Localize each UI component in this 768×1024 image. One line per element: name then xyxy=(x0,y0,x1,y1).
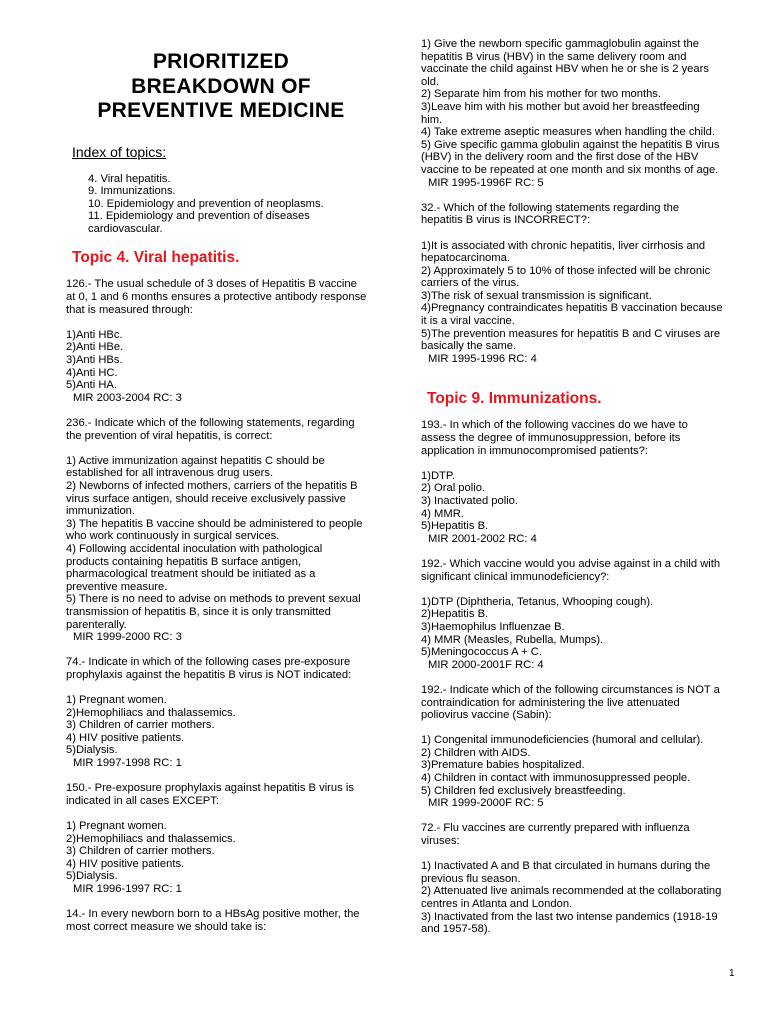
answer-option-line: 3)Premature babies hospitalized. xyxy=(421,759,585,772)
answer-option-line: 3) Children of carrier mothers. xyxy=(66,719,215,732)
question-stem-line: 32.- Which of the following statements regarding the xyxy=(421,201,680,214)
question-stem-line: hepatitis B virus is INCORRECT?: xyxy=(421,214,591,227)
answer-option-line: 5)Dialysis. xyxy=(66,744,118,757)
index-item: 11. Epidemiology and prevention of diseases xyxy=(88,210,310,223)
answer-option-line: 1)DTP. xyxy=(421,469,455,482)
title-line: PREVENTIVE MEDICINE xyxy=(97,99,345,122)
index-item: 9. Immunizations. xyxy=(88,185,176,198)
answer-option-line: 1)Anti HBc. xyxy=(66,328,123,341)
answer-option-line: 1)It is associated with chronic hepatitis, liver cirrhosis and xyxy=(421,239,706,252)
answer-option-line: 1) Congenital immunodeficiencies (humoral and cellular). xyxy=(421,734,704,747)
question-stem-line: 150.- Pre-exposure prophylaxis against hepatitis B virus is xyxy=(66,782,354,795)
answer-option-line: parenterally. xyxy=(66,618,127,631)
question xyxy=(66,417,376,644)
answer-option-line: 4)Anti HC. xyxy=(66,366,118,379)
answer-option-line: hepatitis B virus (HBV) in the same delivery room and xyxy=(421,50,687,63)
answer-option-line: 1) Inactivated A and B that circulated in humans during the xyxy=(421,860,711,873)
answer-option-line: 3)Leave him with his mother but avoid her breastfeeding xyxy=(421,100,700,113)
answer-option-line: centres in Atlanta and London. xyxy=(421,898,573,910)
answer-option-line: 5)The prevention measures for hepatitis B and C viruses are xyxy=(421,327,721,340)
answer-option-line: 2) Oral polio. xyxy=(421,482,486,495)
answer-option-line: basically the same. xyxy=(421,340,517,353)
spacer xyxy=(66,442,376,455)
document-title xyxy=(66,50,376,124)
spacer xyxy=(421,848,737,861)
question-stem-line: application in immunocompromised patients?: xyxy=(421,444,648,457)
answer-option-line: 3) Inactivated polio. xyxy=(421,495,519,507)
exam-reference: MIR 2003-2004 RC: 3 xyxy=(73,391,182,404)
title-line: BREAKDOWN OF xyxy=(131,74,311,98)
answer-option-line: 5) There is no need to advise on methods to prevent sexual xyxy=(66,593,361,606)
answer-option-line: virus surface antigen, should receive exclusively passive xyxy=(66,492,346,505)
answer-option-line: 4) MMR (Measles, Rubella, Mumps). xyxy=(421,633,604,646)
question xyxy=(421,38,737,189)
answer-option-line: 2) Separate him from his mother for two months. xyxy=(421,88,662,101)
index-heading xyxy=(72,144,376,160)
question xyxy=(66,656,376,769)
exam-reference: MIR 1999-2000 RC: 3 xyxy=(73,631,182,644)
spacer xyxy=(421,722,737,735)
answer-option-line: previous flu season. xyxy=(421,872,521,885)
answer-option-line: old. xyxy=(421,75,440,88)
answer-option-line: products containing hepatitis B surface antigen, xyxy=(66,555,302,568)
question-stem-line: prophylaxis against the hepatitis B virus is NOT indicated: xyxy=(66,668,352,681)
page-number: 1 xyxy=(729,968,735,979)
spacer xyxy=(421,583,737,596)
answer-option-line: who work continuously in surgical services. xyxy=(66,530,280,543)
answer-option-line: 5)Meningococcus A + C. xyxy=(421,646,542,659)
answer-option-line: pharmacological treatment should be initiated as a xyxy=(66,568,316,581)
question-stem-line: significant clinical immunodeficiency?: xyxy=(421,570,610,583)
answer-option-line: 3)Haemophilus Influenzae B. xyxy=(421,620,565,633)
answer-option-line: 4)Pregnancy contraindicates hepatitis B vaccination because xyxy=(421,302,723,315)
answer-option-line: 3)Anti HBs. xyxy=(66,354,123,367)
answer-option-line: 3)The risk of sexual transmission is significant. xyxy=(421,289,652,302)
question-stem-line: the prevention of viral hepatitis, is correct: xyxy=(66,429,273,442)
exam-reference: MIR 1999-2000F RC: 5 xyxy=(428,797,544,810)
answer-option-line: established for all intravenous drug users. xyxy=(66,467,274,480)
question-stem-line: 192.- Indicate which of the following circumstances is NOT a xyxy=(421,683,720,696)
answer-option-line: 4) HIV positive patients. xyxy=(66,731,185,744)
index-item: 10. Epidemiology and prevention of neoplasms. xyxy=(88,197,324,210)
left-questions xyxy=(66,278,376,933)
answer-option-line: vaccine to be repeated at one month and six months of age. xyxy=(421,163,719,176)
answer-option-line: transmission of hepatitis B, since it is only transmitted xyxy=(66,605,331,618)
answer-option-line: 2)Anti HBe. xyxy=(66,341,124,354)
question-stem-line: contraindication for administering the live attenuated xyxy=(421,696,680,709)
answer-option-line: 1)DTP (Diphtheria, Tetanus, Whooping cough). xyxy=(421,595,654,608)
answer-option-line: 5)Hepatitis B. xyxy=(421,520,489,533)
question xyxy=(66,782,376,895)
spacer xyxy=(421,457,737,470)
answer-option-line: 1) Active immunization against hepatitis C should be xyxy=(66,454,325,467)
question xyxy=(66,278,376,404)
answer-option-line: 2) Approximately 5 to 10% of those infected will be chronic xyxy=(421,264,711,277)
question-32 xyxy=(421,202,737,366)
question-14-options xyxy=(421,38,737,189)
question xyxy=(421,419,737,545)
answer-option-line: 4) HIV positive patients. xyxy=(66,857,185,870)
question-stem-line: viruses: xyxy=(421,835,460,848)
answer-option-line: 2) Children with AIDS. xyxy=(421,746,531,759)
answer-option-line: 1) Pregnant women. xyxy=(66,694,167,707)
question xyxy=(421,558,737,671)
answer-option-line: hepatocarcinoma. xyxy=(421,252,510,265)
index-item: 4. Viral hepatitis. xyxy=(88,172,171,185)
question-stem-line: 72.- Flu vaccines are currently prepared with influenza xyxy=(421,822,690,835)
exam-reference: MIR 1996-1997 RC: 1 xyxy=(73,882,182,895)
question-stem-line: 126.- The usual schedule of 3 doses of Hepatitis B vaccine xyxy=(66,278,357,291)
answer-option-line: 3) The hepatitis B vaccine should be administered to people xyxy=(66,517,363,530)
question xyxy=(421,684,737,810)
answer-option-line: 5) Children fed exclusively breastfeeding. xyxy=(421,784,626,797)
exam-reference: MIR 1997-1998 RC: 1 xyxy=(73,757,182,770)
answer-option-line: 4) Children in contact with immunosuppressed people. xyxy=(421,772,691,785)
question xyxy=(66,908,376,933)
right-column xyxy=(421,0,737,936)
question-stem-line: most correct measure we should take is: xyxy=(66,920,267,933)
answer-option-line: immunization. xyxy=(66,505,136,518)
answer-option-line: 2)Hemophiliacs and thalassemics. xyxy=(66,706,236,719)
index-item: cardiovascular. xyxy=(88,222,163,235)
answer-option-line: 2)Hepatitis B. xyxy=(421,608,489,621)
answer-option-line: preventive measure. xyxy=(66,580,168,593)
question xyxy=(421,202,737,366)
answer-option-line: 2)Hemophiliacs and thalassemics. xyxy=(66,832,236,845)
index-heading-text: Index of topics: xyxy=(72,143,167,160)
question-stem-line: 14.- In every newborn born to a HBsAg positive mother, the xyxy=(66,908,360,921)
answer-option-line: it is a viral vaccine. xyxy=(421,315,515,328)
question xyxy=(421,822,737,935)
spacer xyxy=(66,681,376,694)
left-column xyxy=(66,0,376,933)
answer-option-line: 4) Take extreme aseptic measures when handling the child. xyxy=(421,126,715,139)
answer-option-line: 2) Newborns of infected mothers, carriers of the hepatitis B xyxy=(66,479,358,492)
exam-reference: MIR 2000-2001F RC: 4 xyxy=(428,658,544,671)
topic-4-heading: Topic 4. Viral hepatitis. xyxy=(72,249,240,267)
question-stem-line: at 0, 1 and 6 months ensures a protective antibody response xyxy=(66,291,367,304)
answer-option-line: 1) Pregnant women. xyxy=(66,820,167,832)
question-stem-line: that is measured through: xyxy=(66,303,193,316)
question-stem-line: 74.- Indicate in which of the following cases pre-exposure xyxy=(66,656,351,669)
question-stem-line: poliovirus vaccine (Sabin): xyxy=(421,709,552,722)
answer-option-line: 4) MMR. xyxy=(421,507,464,520)
answer-option-line: 5)Anti HA. xyxy=(66,379,117,392)
answer-option-line: 2) Attenuated live animals recommended at the collaborating xyxy=(421,885,722,898)
topic-9-heading: Topic 9. Immunizations. xyxy=(427,390,602,408)
exam-reference: MIR 1995-1996 RC: 4 xyxy=(428,352,537,365)
question-stem-line: indicated in all cases EXCEPT: xyxy=(66,794,219,807)
answer-option-line: 3) Children of carrier mothers. xyxy=(66,845,215,858)
answer-option-line: carriers of the virus. xyxy=(421,277,520,290)
answer-option-line: 5)Dialysis. xyxy=(66,870,118,883)
answer-option-line: 1) Give the newborn specific gammaglobulin against the xyxy=(421,38,699,50)
question-stem-line: 236.- Indicate which of the following statements, regarding xyxy=(66,417,355,429)
spacer xyxy=(66,807,376,820)
question-stem-line: 193.- In which of the following vaccines do we have to xyxy=(421,419,688,432)
exam-reference: MIR 2001-2002 RC: 4 xyxy=(428,532,537,545)
answer-option-line: vaccinate the child against HBV when he or she is 2 years xyxy=(421,63,709,76)
answer-option-line: him. xyxy=(421,113,443,126)
answer-option-line: 4) Following accidental inoculation with pathological xyxy=(66,542,323,555)
exam-reference: MIR 1995-1996F RC: 5 xyxy=(428,176,544,189)
question-stem-line: 192.- Which vaccine would you advise against in a child with xyxy=(421,557,721,570)
index-list xyxy=(66,173,376,236)
spacer xyxy=(421,227,737,240)
answer-option-line: 5) Give specific gamma globulin against the hepatitis B virus xyxy=(421,138,720,151)
right-questions xyxy=(421,419,737,935)
spacer xyxy=(66,316,376,329)
title-line: PRIORITIZED xyxy=(152,50,290,73)
answer-option-line: 3) Inactivated from the last two intense pandemics (1918-19 xyxy=(421,910,718,923)
answer-option-line: and 1957-58). xyxy=(421,923,491,936)
question-stem-line: assess the degree of immunosuppression, before its xyxy=(421,432,681,445)
answer-option-line: (HBV) in the delivery room and the first dose of the HBV xyxy=(421,151,699,164)
